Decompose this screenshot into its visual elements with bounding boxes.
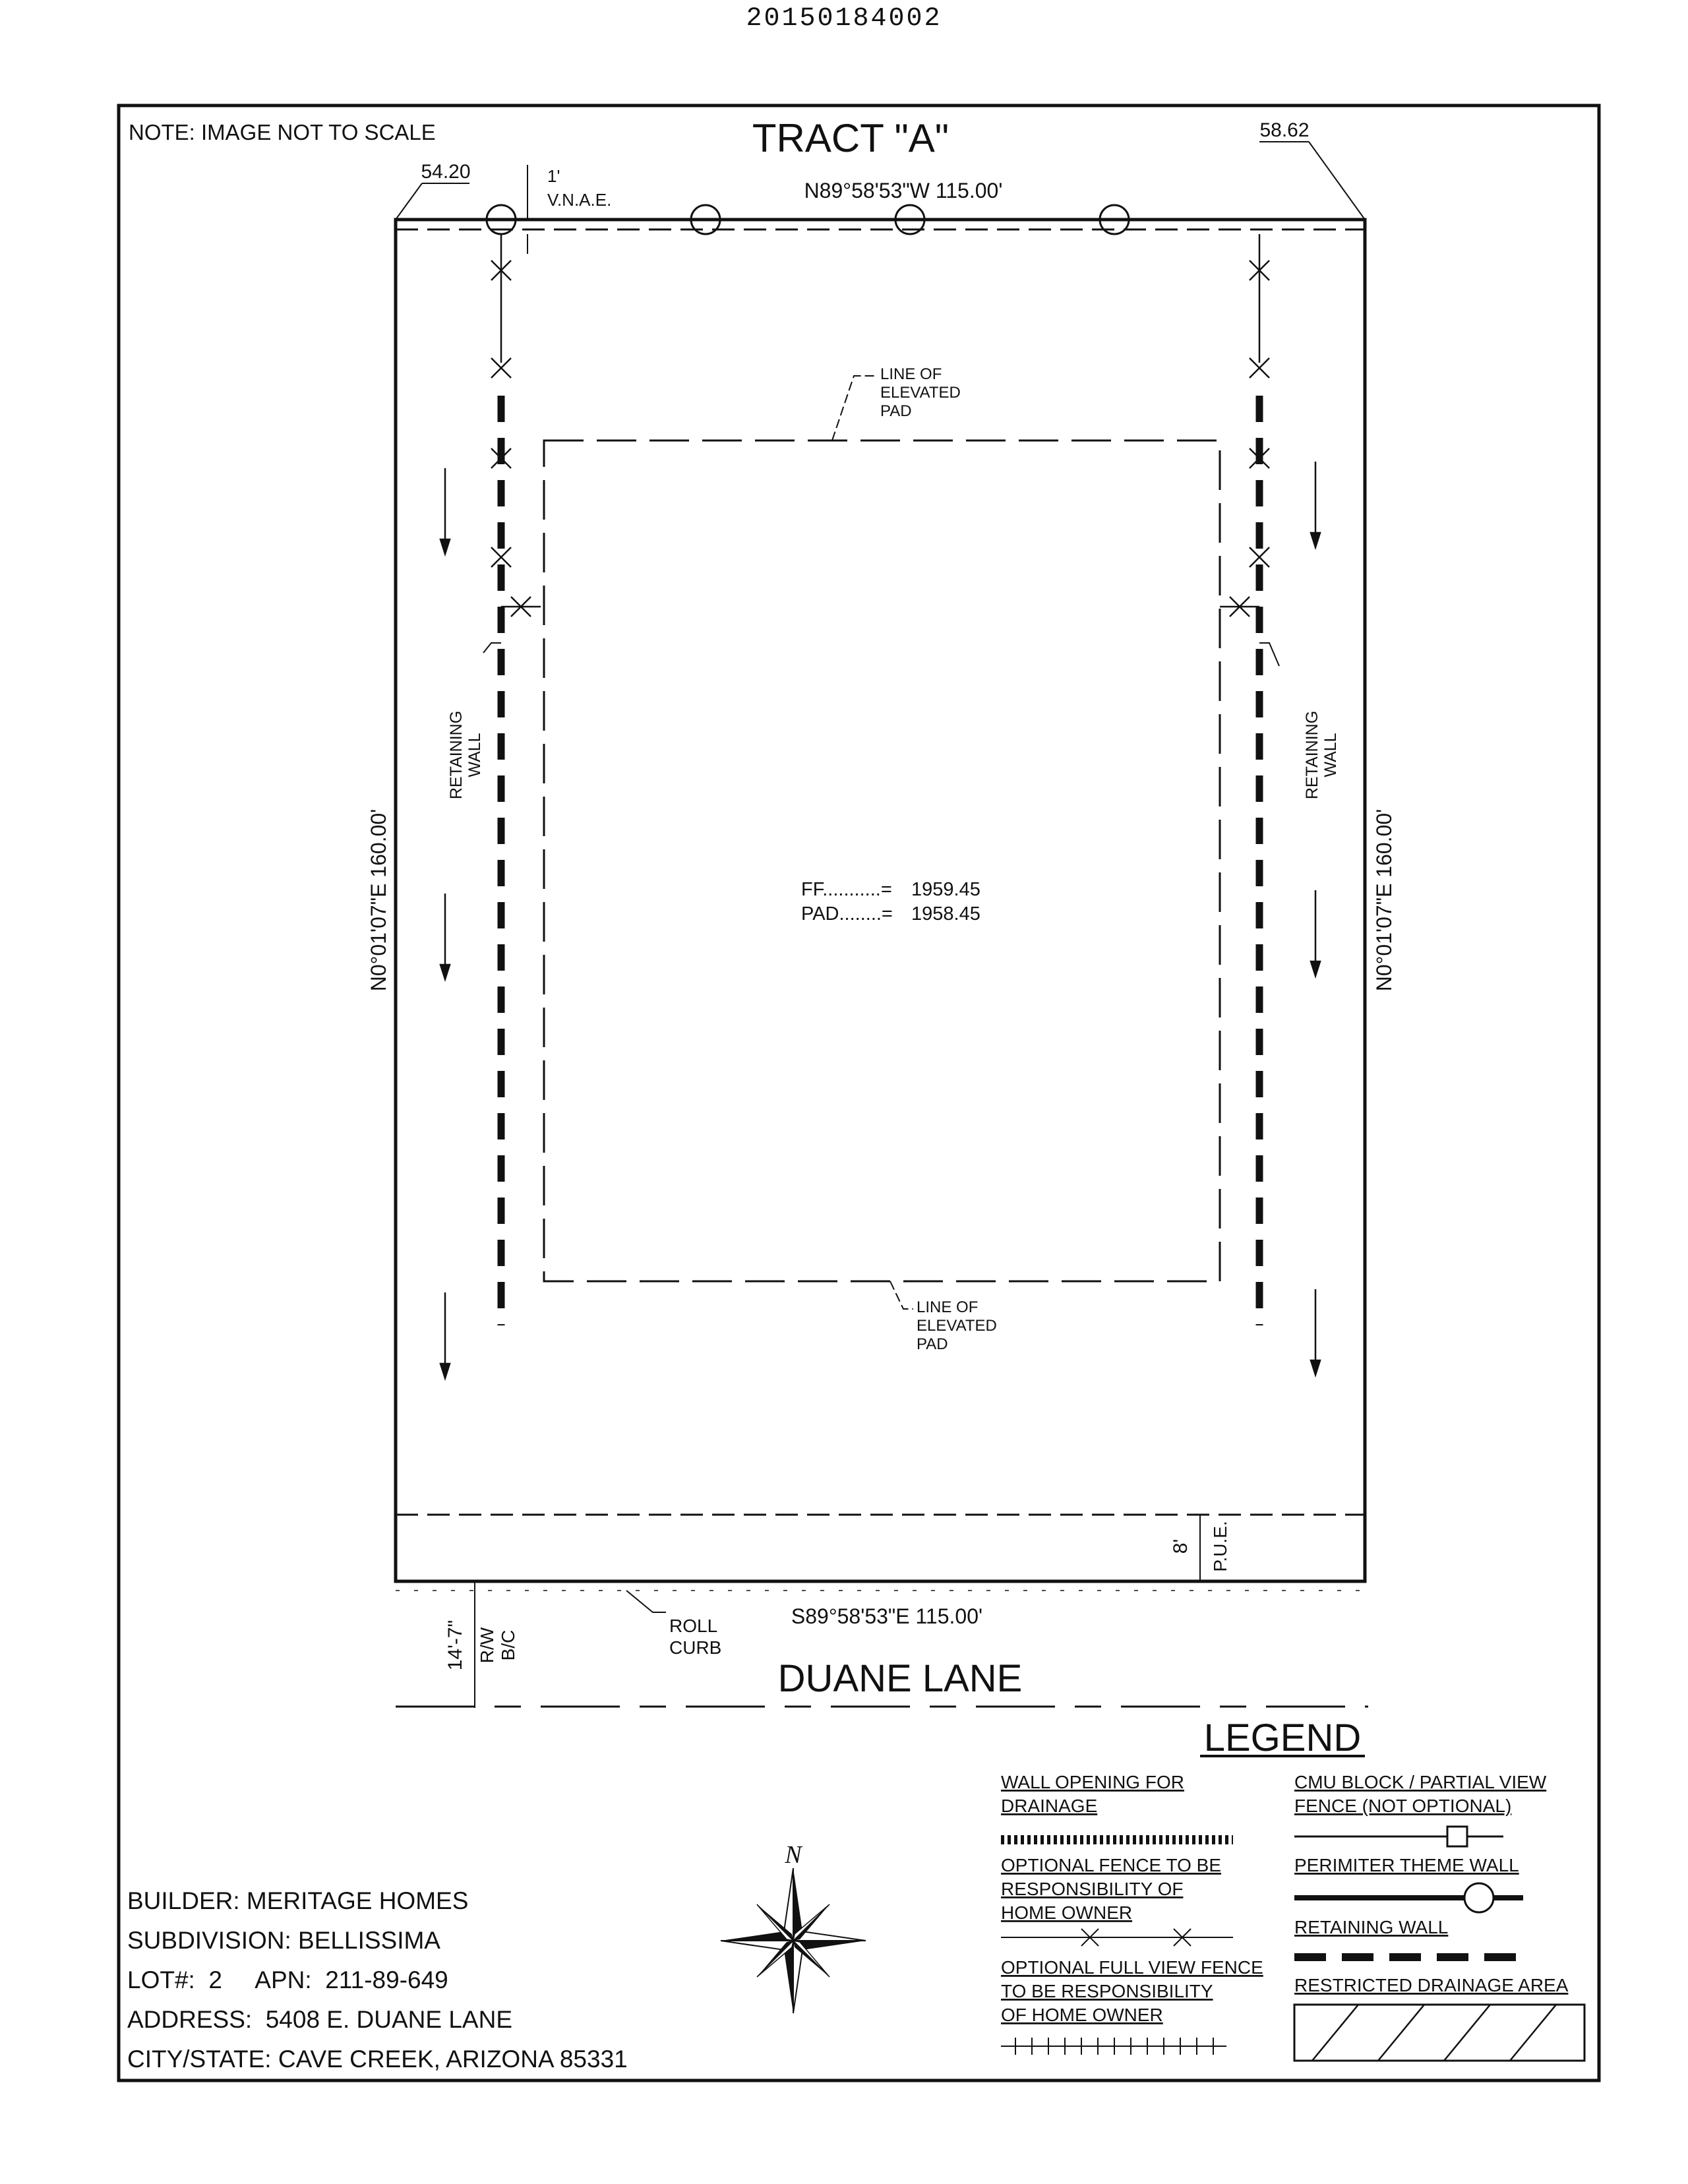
subdivision-text: SUBDIVISION: BELLISSIMA xyxy=(127,1927,440,1954)
pad-label-top xyxy=(832,365,961,440)
south-bearing: S89°58'53"E 115.00' xyxy=(791,1604,983,1628)
svg-text:54.20: 54.20 xyxy=(421,161,471,183)
elevated-pad-line xyxy=(544,440,1220,1281)
svg-text:V.N.A.E.: V.N.A.E. xyxy=(547,190,612,210)
east-bearing: N0°01'07"E 160.00' xyxy=(1372,808,1396,992)
svg-text:RETAINING: RETAINING xyxy=(447,710,466,800)
north-bearing: N89°58'53"W 115.00' xyxy=(804,179,1003,202)
svg-text:WALL: WALL xyxy=(1321,733,1340,777)
svg-text:LINE OF: LINE OF xyxy=(917,1298,979,1316)
svg-text:OPTIONAL FULL VIEW FENCE: OPTIONAL FULL VIEW FENCE xyxy=(1001,1957,1263,1978)
svg-text:LINE OF: LINE OF xyxy=(880,365,942,383)
svg-text:RESTRICTED DRAINAGE AREA: RESTRICTED DRAINAGE AREA xyxy=(1294,1975,1569,1995)
pad-label-bottom xyxy=(890,1281,997,1353)
legend-item-wall-opening xyxy=(1001,1772,1233,1840)
pue-label: P.U.E. xyxy=(1210,1521,1230,1572)
retaining-wall-label-west xyxy=(447,711,484,799)
builder-text: BUILDER: MERITAGE HOMES xyxy=(127,1887,469,1914)
lot-apn-text: LOT#: 2 APN: 211-89-649 xyxy=(127,1966,448,1993)
svg-text:RETAINING: RETAINING xyxy=(1303,710,1321,800)
svg-text:OF HOME OWNER: OF HOME OWNER xyxy=(1001,2005,1163,2025)
west-bearing: N0°01'07"E 160.00' xyxy=(367,808,390,992)
svg-text:14'-7": 14'-7" xyxy=(444,1620,466,1671)
svg-text:PERIMITER THEME WALL: PERIMITER THEME WALL xyxy=(1294,1855,1519,1875)
legend-item-retaining-wall xyxy=(1294,1917,1523,1957)
svg-text:PAD: PAD xyxy=(917,1335,948,1353)
north-arrow-icon xyxy=(721,1841,866,2013)
legend-item-cmu-block xyxy=(1294,1772,1547,1846)
city-state-text: CITY/STATE: CAVE CREEK, ARIZONA 85331 xyxy=(127,2046,628,2073)
east-fence-line xyxy=(1220,234,1269,617)
document-number: 20150184002 xyxy=(746,4,942,34)
address-text: ADDRESS: 5408 E. DUANE LANE xyxy=(127,2006,512,2033)
svg-text:58.62: 58.62 xyxy=(1259,119,1310,141)
svg-text:PAD........=: PAD........= xyxy=(801,903,893,925)
svg-text:ELEVATED: ELEVATED xyxy=(917,1317,997,1335)
vnae-dimension xyxy=(528,165,611,254)
svg-text:R/W: R/W xyxy=(477,1627,497,1664)
legend-item-theme-wall xyxy=(1294,1855,1523,1912)
svg-text:N: N xyxy=(785,1841,802,1869)
svg-text:CURB: CURB xyxy=(669,1637,722,1658)
legend-title: LEGEND xyxy=(1203,1716,1362,1759)
legend-item-restricted-drainage xyxy=(1294,1975,1584,2061)
svg-text:1959.45: 1959.45 xyxy=(911,879,980,900)
svg-text:PAD: PAD xyxy=(880,402,912,420)
svg-text:DRAINAGE: DRAINAGE xyxy=(1001,1796,1098,1816)
svg-text:FF...........=: FF...........= xyxy=(801,879,892,900)
svg-text:1958.45: 1958.45 xyxy=(911,903,980,925)
svg-text:OPTIONAL FENCE TO BE: OPTIONAL FENCE TO BE xyxy=(1001,1855,1222,1875)
top-left-dimension xyxy=(396,161,471,220)
svg-text:1': 1' xyxy=(547,166,560,186)
svg-text:FENCE (NOT OPTIONAL): FENCE (NOT OPTIONAL) xyxy=(1294,1796,1512,1816)
svg-text:TO BE RESPONSIBILITY: TO BE RESPONSIBILITY xyxy=(1001,1981,1213,2001)
lot-info-block xyxy=(127,1887,628,2073)
svg-text:ROLL: ROLL xyxy=(669,1616,718,1636)
svg-text:WALL: WALL xyxy=(466,733,484,777)
svg-text:RESPONSIBILITY OF: RESPONSIBILITY OF xyxy=(1001,1879,1184,1899)
elevation-values xyxy=(801,879,980,925)
svg-text:RETAINING WALL: RETAINING WALL xyxy=(1294,1917,1449,1937)
retaining-wall-label-east xyxy=(1303,711,1340,799)
svg-text:B/C: B/C xyxy=(498,1629,518,1661)
legend-item-full-view-fence xyxy=(1001,1957,1263,2055)
note-not-to-scale: NOTE: IMAGE NOT TO SCALE xyxy=(129,120,436,144)
svg-text:ELEVATED: ELEVATED xyxy=(880,384,961,402)
tract-label: TRACT "A" xyxy=(752,116,950,160)
top-right-dimension xyxy=(1259,119,1365,220)
right-of-way-dimension xyxy=(444,1581,518,1708)
west-fence-line xyxy=(491,234,541,617)
pue-dimension: 8' xyxy=(1170,1538,1191,1554)
street-name: DUANE LANE xyxy=(777,1657,1023,1700)
svg-text:HOME OWNER: HOME OWNER xyxy=(1001,1902,1133,1923)
svg-text:CMU BLOCK / PARTIAL VIEW: CMU BLOCK / PARTIAL VIEW xyxy=(1294,1772,1547,1792)
legend-item-optional-fence xyxy=(1001,1855,1233,1946)
svg-text:WALL OPENING FOR: WALL OPENING FOR xyxy=(1001,1772,1184,1792)
